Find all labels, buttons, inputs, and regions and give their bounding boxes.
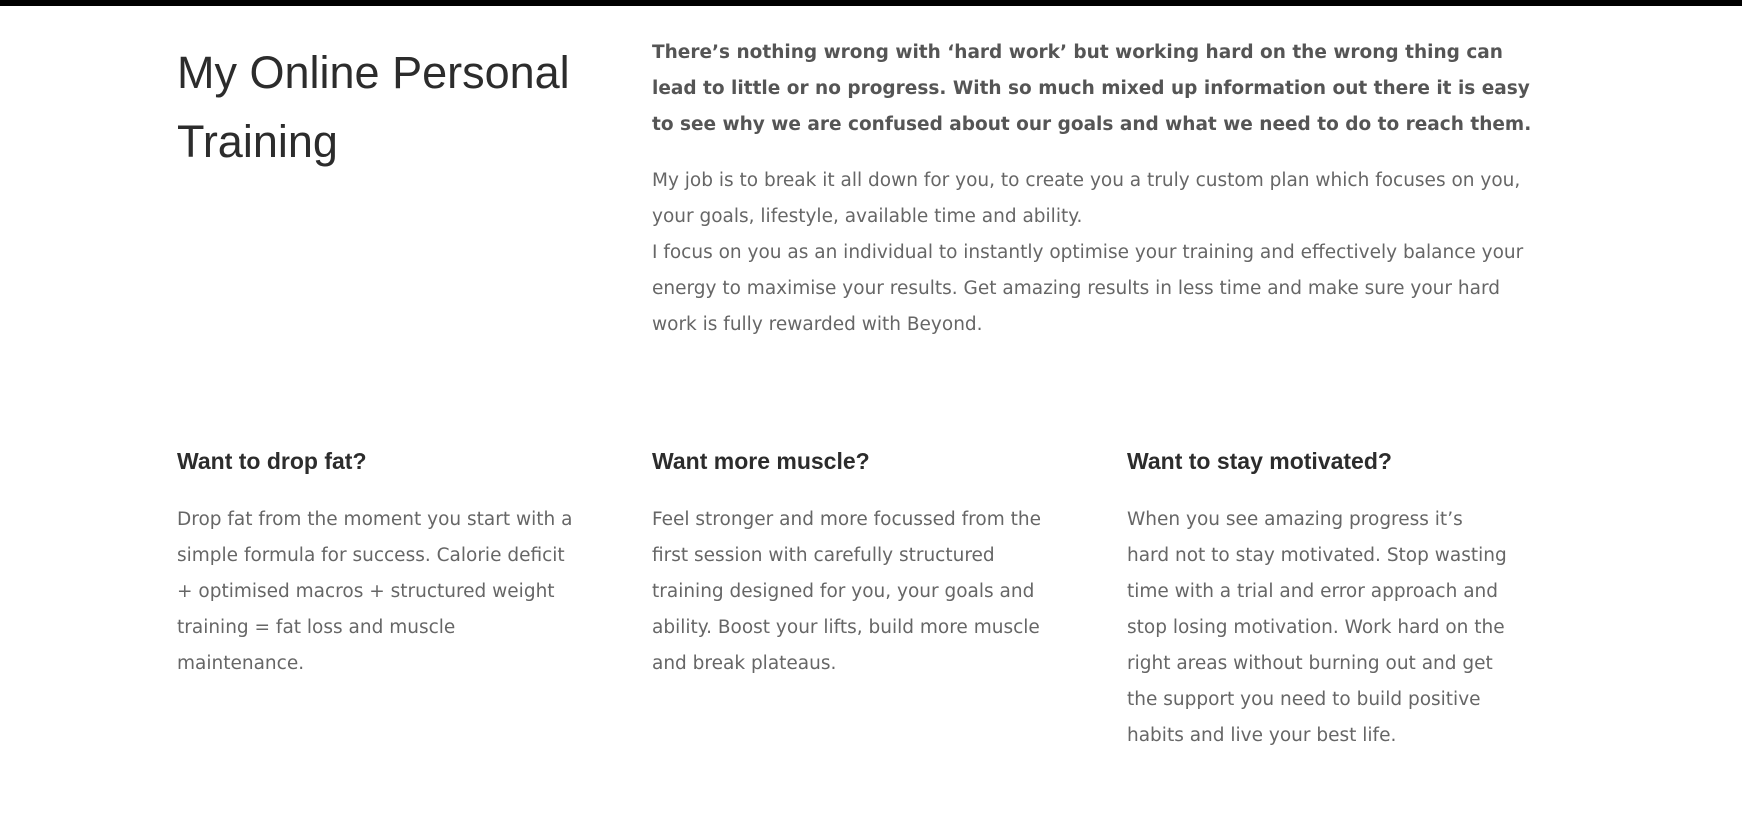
feature-text: Feel stronger and more focussed from the first session with carefully structured training designed for you, your goals and ability. Boost your lifts, build more muscle and break plateaus. (652, 509, 1041, 674)
intro-paragraph-1: My job is to break it all down for you, to create you a truly custom plan which focuses on you, your goals, lifestyle, available time and ability. (652, 170, 1521, 227)
feature-heading: Want more muscle? (652, 448, 870, 474)
intro-lead-text: There’s nothing wrong with ‘hard work’ but working hard on the wrong thing can lead to little or no progress. With so much mixed up information out there it is easy to see why we are confused about our goals and what we need to do to reach them. (652, 42, 1532, 135)
feature-text: When you see amazing progress it’s hard not to stay motivated. Stop wasting time with a trial and error approach and stop losing motivation. Work hard on the right areas without burning out and get the support you need to build positive habits and live your best life. (1127, 509, 1507, 746)
top-bar (0, 0, 1742, 6)
page-title: My Online Personal Training (177, 47, 570, 167)
feature-text: Drop fat from the moment you start with a simple formula for success. Calorie deficit + optimised macros + structured weight training = fat loss and muscle maintenance. (177, 509, 573, 674)
feature-stay-motivated (1127, 440, 1527, 754)
intro-paragraph-2: I focus on you as an individual to instantly optimise your training and effectively balance your energy to maximise your results. Get amazing results in less time and make sure your hard work is fully rewarded with Beyond. (652, 242, 1524, 335)
intro-section (652, 35, 1542, 343)
feature-heading: Want to drop fat? (177, 448, 367, 474)
feature-heading: Want to stay motivated? (1127, 448, 1392, 474)
feature-more-muscle (652, 440, 1052, 682)
feature-drop-fat (177, 440, 577, 682)
intro-body (652, 163, 1542, 343)
features-section (177, 440, 1557, 790)
